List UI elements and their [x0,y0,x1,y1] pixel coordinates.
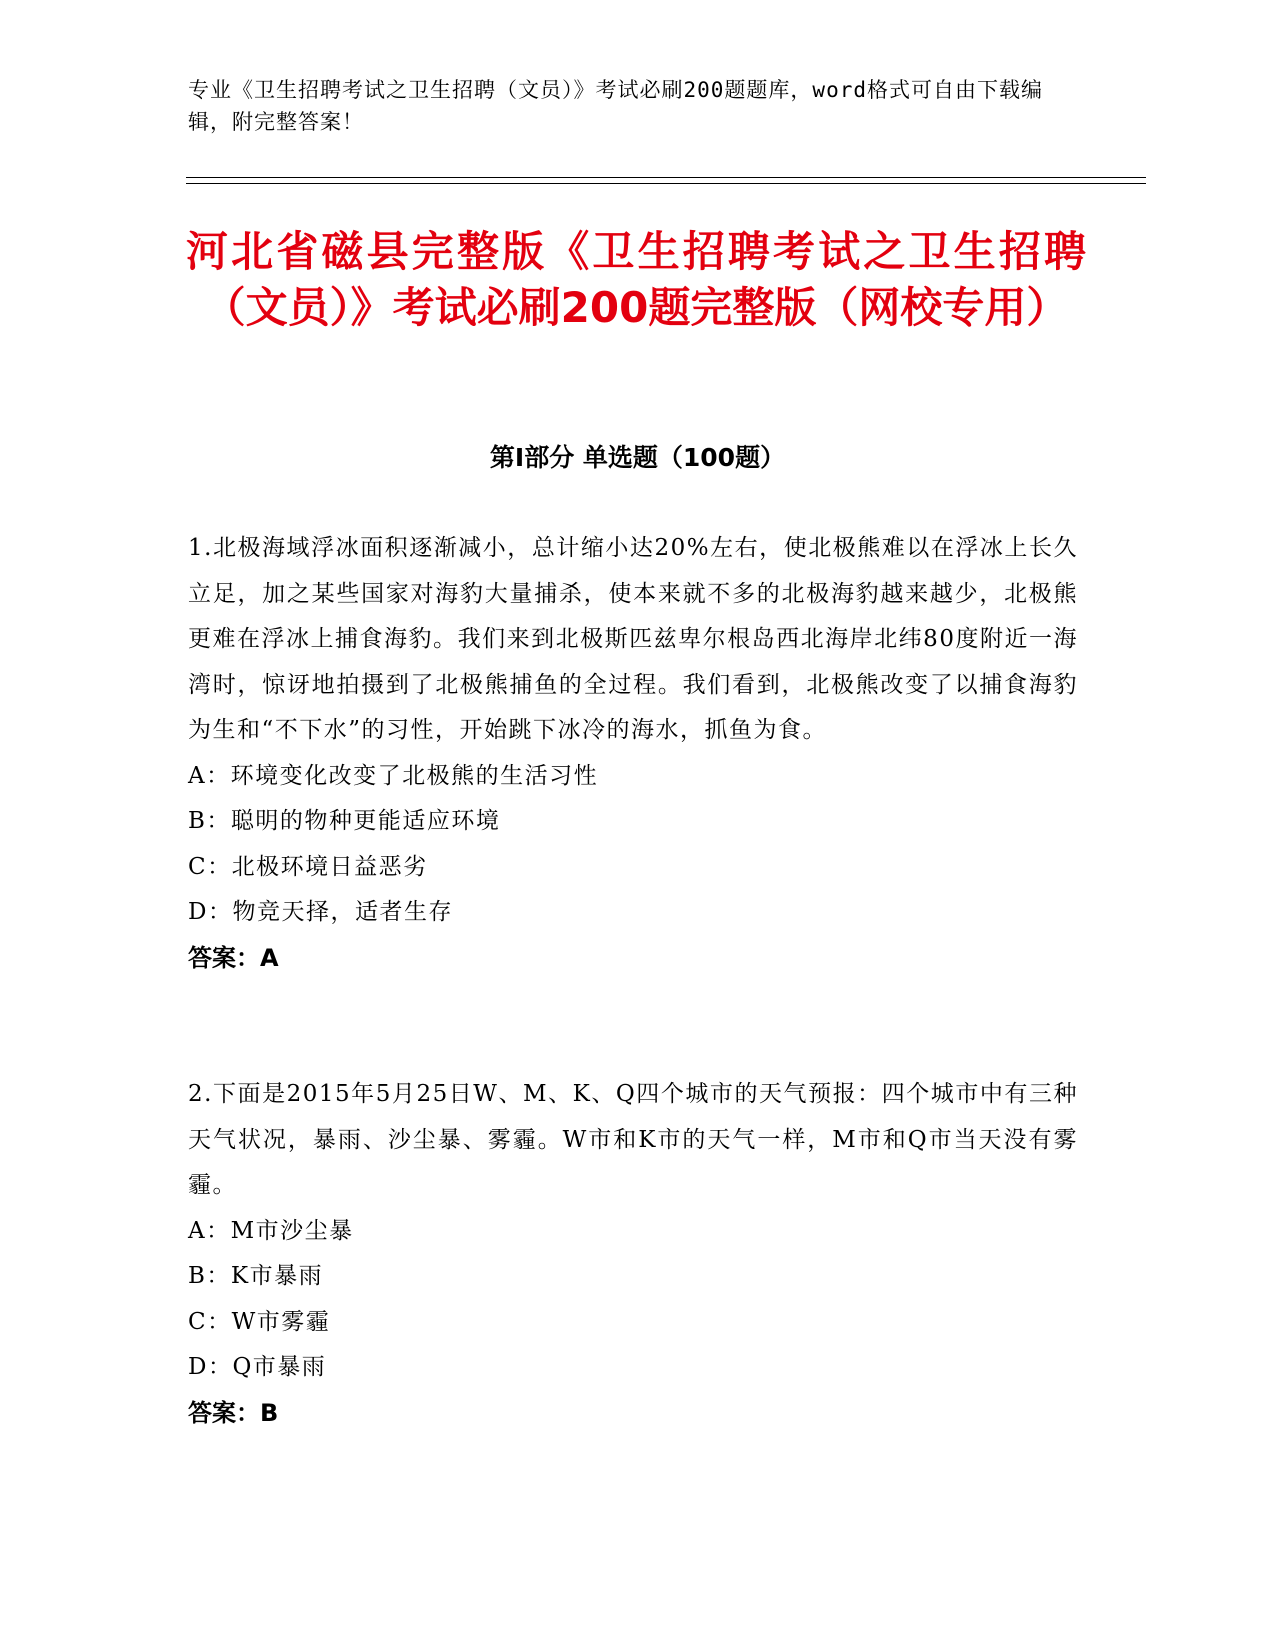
question-stem: 2.下面是2015年5月25日W、M、K、Q四个城市的天气预报：四个城市中有三种天气状况，暴雨、沙尘暴、雾霾。W市和K市的天气一样，M市和Q市当天没有雾霾。 [188,1081,1078,1198]
header-divider-top [186,177,1146,178]
option-a: A：M市沙尘暴 [188,1217,354,1244]
section-heading: 第I部分 单选题（100题） [489,443,786,472]
answer: 答案：B [188,1398,279,1427]
option-d: D：物竞天择，适者生存 [188,899,453,925]
option-a: A：环境变化改变了北极熊的生活习性 [188,762,599,789]
option-c: C：W市雾霾 [188,1308,331,1335]
question-1 [188,526,1078,981]
header-divider-bottom [186,183,1146,184]
document-title: 河北省磁县完整版《卫生招聘考试之卫生招聘（文员）》考试必刷200题完整版（网校专用） [186,227,1086,332]
option-c: C：北极环境日益恶劣 [188,853,428,880]
option-d: D：Q市暴雨 [188,1354,327,1380]
question-2 [188,1072,1078,1436]
answer: 答案：A [188,943,279,972]
question-stem: 1.北极海域浮冰面积逐渐减小，总计缩小达20%左右，使北极熊难以在浮冰上长久立足，加之某些国家对海豹大量捕杀，使本来就不多的北极海豹越来越少，北极熊更难在浮冰上捕食海豹。我们来到北极斯匹兹卑尔根岛西北海岸北纬80度附近一海湾时，惊讶地拍摄到了北极熊捕鱼的全过程。我们看到，北极熊改变了以捕食海豹为生和“不下水”的习性，开始跳下冰冷的海水，抓鱼为食。 [188,535,1078,743]
option-b: B：K市暴雨 [188,1263,324,1289]
option-b: B：聪明的物种更能适应环境 [188,808,501,834]
header-note: 专业《卫生招聘考试之卫生招聘（文员）》考试必刷200题题库，word格式可自由下载编辑，附完整答案！ [188,78,1043,134]
